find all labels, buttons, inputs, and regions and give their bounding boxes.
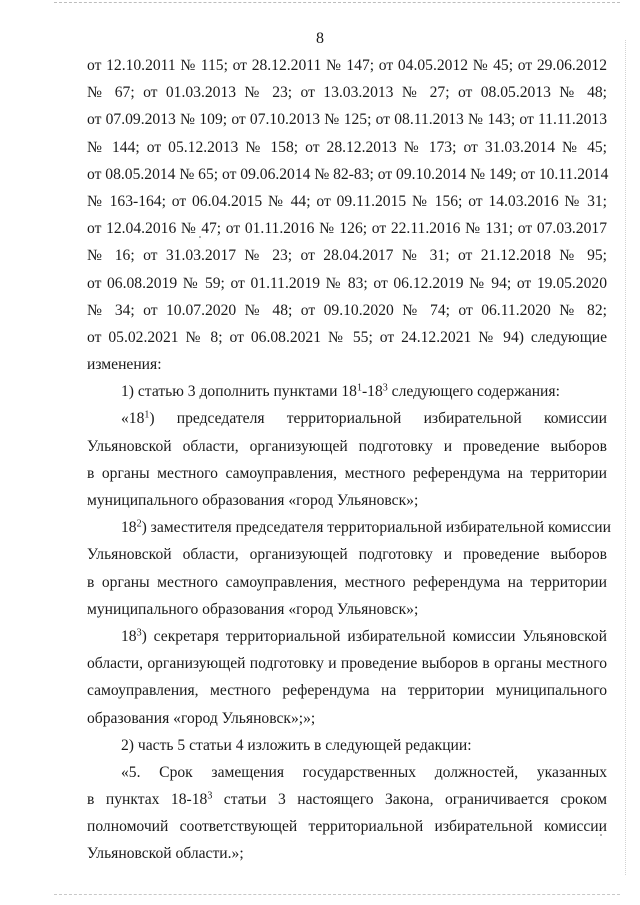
superscript: 3 (207, 790, 213, 802)
text-line (87, 405, 607, 432)
text-line (87, 514, 611, 541)
text-fragment: 18 (121, 627, 137, 645)
text-line: муниципального образования «город Ульяновск»; (87, 600, 419, 618)
text-line (87, 378, 607, 405)
text-line: изменения: (87, 356, 162, 374)
text-line: № 163-164; от 06.04.2015 № 44; от 09.11.2015 № 156; от 14.03.2016 № 31; (87, 192, 607, 210)
superscript: 1 (144, 409, 150, 421)
text-line: от 07.09.2013 № 109; от 07.10.2013 № 125; от 08.11.2013 № 143; от 11.11.2013 (87, 111, 607, 129)
document-body (87, 52, 611, 868)
text-line: от 12.04.2016 № 47; от 01.11.2016 № 126; от 22.11.2016 № 131; от 07.03.2017 (87, 220, 607, 238)
text-line: от 06.08.2019 № 59; от 01.11.2019 № 83; от 06.12.2019 № 94; от 19.05.2020 (87, 274, 607, 292)
text-line: № 34; от 10.07.2020 № 48; от 09.10.2020 № 74; от 06.11.2020 № 82; (87, 301, 607, 319)
text-line: Ульяновской области, организующей подготовку и проведение выборов (87, 437, 607, 455)
text-fragment: следующего содержания: (387, 383, 560, 401)
text-line: Ульяновской области, организующей подготовку и проведение выборов (87, 546, 607, 564)
text-line: области, организующей подготовку и проведение выборов в органы местного (87, 655, 607, 673)
text-line: от 05.02.2021 № 8; от 06.08.2021 № 55; от 24.12.2021 № 94) следующие (87, 328, 607, 346)
text-line (87, 623, 607, 650)
text-line: в органы местного самоуправления, местного референдума на территории (87, 573, 607, 591)
superscript: 1 (356, 382, 362, 394)
text-line: № 67; от 01.03.2013 № 23; от 13.03.2013 № 27; от 08.05.2013 № 48; (87, 84, 607, 102)
text-line: полномочий соответствующей территориальной избирательной комиссии (87, 818, 607, 836)
text-line: Ульяновской области.»; (87, 845, 244, 863)
text-fragment: 18 (121, 519, 137, 537)
text-fragment: в пунктах 18-18 (87, 791, 208, 809)
text-line: самоуправления, местного референдума на территории муниципального (87, 682, 607, 700)
text-line: муниципального образования «город Ульяновск»; (87, 492, 419, 509)
scan-edge-bottom (54, 894, 620, 895)
text-line: 2) часть 5 статьи 4 изложить в следующей редакции: (121, 736, 472, 754)
text-line: № 144; от 05.12.2013 № 158; от 28.12.2013 № 173; от 31.03.2014 № 45; (87, 138, 607, 156)
text-line: «5. Срок замещения государственных должностей, указанных (121, 763, 607, 781)
text-line: от 12.10.2011 № 115; от 28.12.2011 № 147; от 04.05.2012 № 45; от 29.06.2012 (87, 57, 607, 74)
page-number: 8 (316, 30, 324, 47)
superscript: 3 (382, 382, 388, 394)
text-fragment: ) председателя территориальной избирательной комиссии (149, 410, 607, 428)
text-line (87, 786, 607, 813)
text-fragment: ) заместителя председателя территориальной избирательной комиссии (141, 519, 611, 537)
superscript: 3 (136, 627, 142, 639)
text-fragment: -18 (361, 383, 383, 401)
text-fragment: 1) статью 3 дополнить пунктами 18 (121, 383, 357, 401)
text-line: образования «город Ульяновск»;»; (87, 709, 316, 727)
superscript: 2 (136, 518, 142, 530)
text-fragment: «18 (121, 410, 145, 428)
scan-edge-top (54, 2, 620, 3)
text-fragment: ) секретаря территориальной избирательной комиссии Ульяновской (141, 627, 607, 645)
text-fragment: статьи 3 настоящего Закона, ограничивается сроком (212, 791, 608, 809)
scan-edge-right (625, 40, 626, 875)
text-line: № 16; от 31.03.2017 № 23; от 28.04.2017 № 31; от 21.12.2018 № 95; (87, 247, 607, 265)
text-line: от 08.05.2014 № 65; от 09.06.2014 № 82-83; от 09.10.2014 № 149; от 10.11.2014 (87, 165, 609, 183)
text-line: в органы местного самоуправления, местного референдума на территории (87, 464, 607, 482)
